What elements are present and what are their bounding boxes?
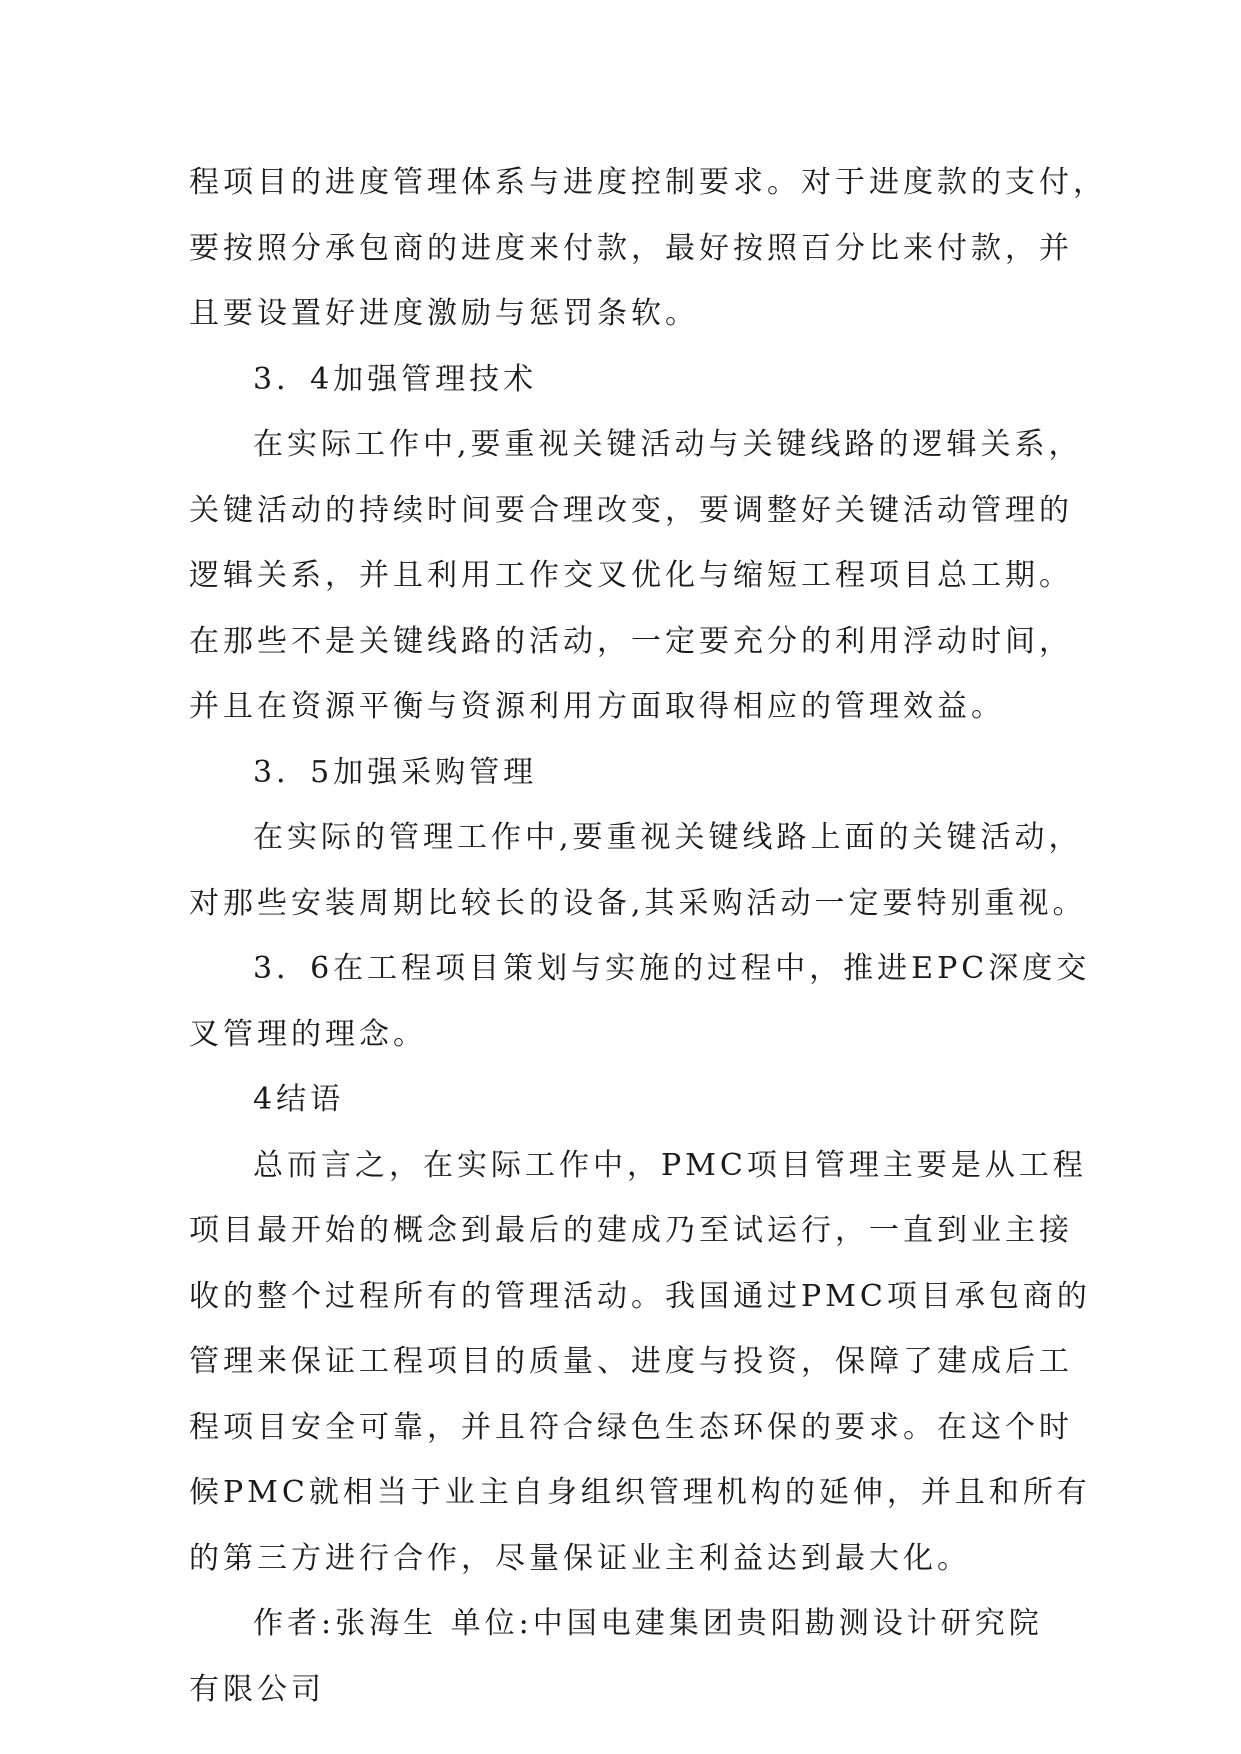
- text-line: 在实际工作中,要重视关键活动与关键线路的逻辑关系，: [253, 427, 1083, 462]
- text-line: 程项目安全可靠，并且符合绿色生态环保的要求。在这个时: [189, 1409, 1073, 1445]
- text-line: 对那些安装周期比较长的设备,其采购活动一定要特别重视。: [189, 885, 1087, 921]
- section-heading-3-4: 3．4加强管理技术: [253, 361, 538, 397]
- affiliation-line: 有限公司: [189, 1671, 325, 1707]
- text-line: 总而言之，在实际工作中，PMC项目管理主要是从工程: [253, 1147, 1087, 1183]
- text-line: 管理来保证工程项目的质量、进度与投资，保障了建成后工: [189, 1344, 1073, 1379]
- section-heading-3-6: 3．6在工程项目策划与实施的过程中，推进EPC深度交: [253, 951, 1091, 986]
- document-body: [189, 158, 1107, 1730]
- text-line: 的第三方进行合作，尽量保证业主利益达到最大化。: [189, 1540, 971, 1576]
- author-line: 作者:张海生 单位:中国电建集团贵阳勘测设计研究院: [253, 1606, 1043, 1641]
- text-line: 项目最开始的概念到最后的建成乃至试运行，一直到业主接: [189, 1213, 1073, 1248]
- text-line: 程项目的进度管理体系与进度控制要求。对于进度款的支付，: [189, 165, 1107, 200]
- text-line: 关键活动的持续时间要合理改变，要调整好关键活动管理的: [189, 492, 1073, 528]
- section-heading-conclusion: 4结语: [253, 1082, 345, 1117]
- text-line: 候PMC就相当于业主自身组织管理机构的延伸，并且和所有: [189, 1475, 1091, 1510]
- text-line: 在那些不是关键线路的活动，一定要充分的利用浮动时间，: [189, 623, 1073, 659]
- text-line: 逻辑关系，并且利用工作交叉优化与缩短工程项目总工期。: [189, 558, 1073, 593]
- text-line: 要按照分承包商的进度来付款，最好按照百分比来付款，并: [189, 230, 1073, 266]
- text-line: 且要设置好进度激励与惩罚条软。: [189, 296, 699, 331]
- text-line: 收的整个过程所有的管理活动。我国通过PMC项目承包商的: [189, 1278, 1091, 1314]
- section-heading-3-5: 3．5加强采购管理: [253, 754, 538, 790]
- text-line: 并且在资源平衡与资源利用方面取得相应的管理效益。: [189, 689, 1005, 724]
- text-line: 在实际的管理工作中,要重视关键线路上面的关键活动，: [253, 820, 1083, 855]
- text-line: 叉管理的理念。: [189, 1016, 427, 1052]
